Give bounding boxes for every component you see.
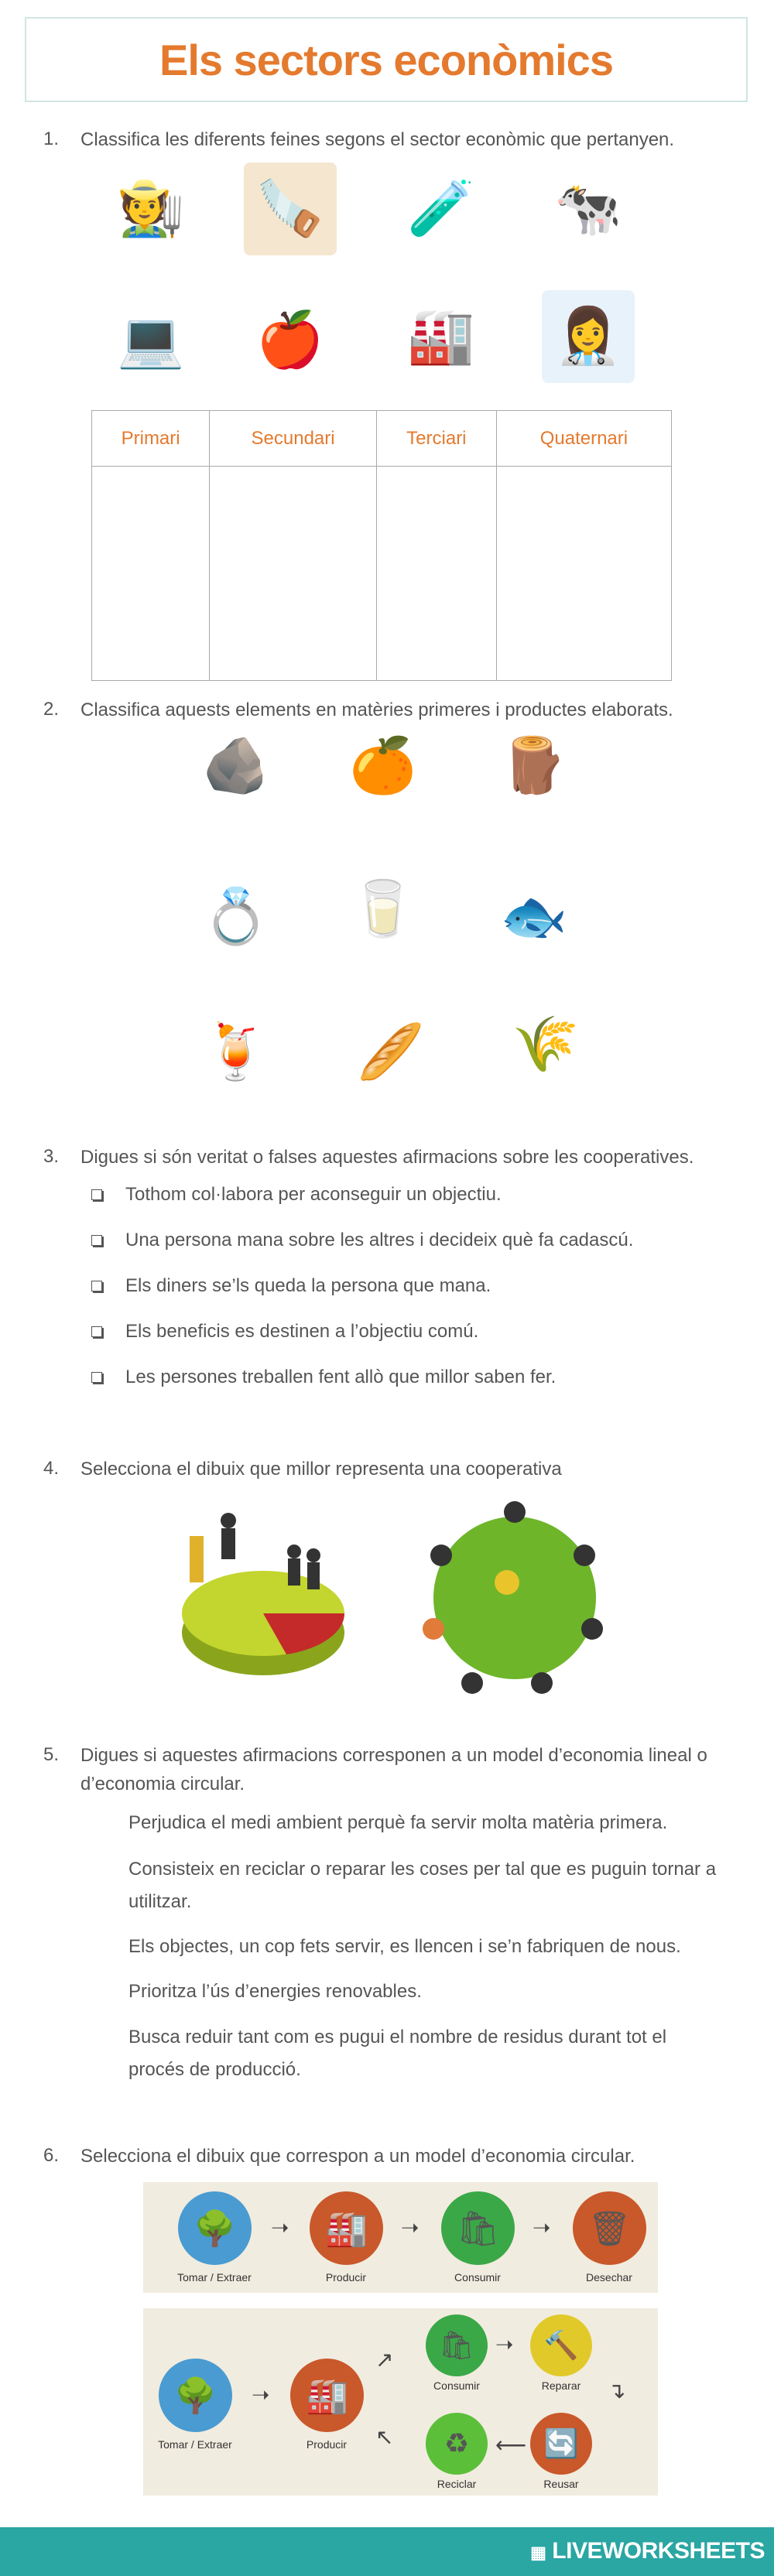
scientist-icon[interactable]: 🧪 <box>407 178 475 238</box>
q5-statement[interactable]: Els objectes, un cop fets servir, es llencen i se’n fabriquen de nous. <box>128 1936 681 1957</box>
page-title: Els sectors econòmics <box>159 35 613 84</box>
fish-icon[interactable]: 🐟 <box>500 886 568 946</box>
dairy-farmer-icon[interactable]: 🐄 <box>554 178 622 238</box>
q3-item[interactable]: Els diners se’ls queda la persona que mana. <box>91 1275 491 1297</box>
circular-label: Tomar / Extraer <box>158 2438 232 2451</box>
liveworksheets-logo[interactable]: ▦ LIVEWORKSHEETS <box>530 2538 765 2564</box>
tree-icon: 🌳 <box>178 2191 252 2265</box>
linear-label: Tomar / Extraer <box>177 2271 252 2284</box>
q5-statement[interactable]: Perjudica el medi ambient perquè fa servir molta matèria primera. <box>128 1812 668 1833</box>
q3-text: Digues si són veritat o falses aquestes afirmacions sobre les cooperatives. <box>80 1147 694 1168</box>
circular-economy-image[interactable] <box>143 2308 658 2496</box>
checkbox-icon[interactable] <box>91 1326 102 1337</box>
recycle-icon: ♻ <box>426 2413 488 2475</box>
arrow-up-left-icon: ↖ <box>375 2425 394 2449</box>
col-primari: Primari <box>92 411 210 467</box>
arrow-right-icon: ➝ <box>495 2332 514 2356</box>
q3-number: 3. <box>43 1146 60 1167</box>
q5-statement[interactable]: Prioritza l’ús d’energies renovables. <box>128 1981 422 2002</box>
linear-label: Desechar <box>586 2271 632 2284</box>
q5-number: 5. <box>43 1744 60 1765</box>
sectors-table <box>91 410 672 681</box>
q3-item[interactable]: Una persona mana sobre les altres i decideix què fa cadascú. <box>91 1230 633 1251</box>
q3-item[interactable]: Els beneficis es destinen a l’objectiu comú. <box>91 1321 478 1343</box>
arrow-right-icon: ➝ <box>271 2215 289 2239</box>
shopping-bag-icon: 🛍 <box>426 2314 488 2376</box>
title-box <box>25 17 748 102</box>
q6-text: Selecciona el dibuix que correspon a un model d’economia circular. <box>80 2146 635 2167</box>
q2-text: Classifica aquests elements en matèries primeres i productes elaborats. <box>80 700 673 720</box>
q5-statement-cont: procés de producció. <box>128 2059 301 2080</box>
linear-economy-image[interactable] <box>143 2182 658 2293</box>
drop-zone-primari[interactable] <box>92 467 210 681</box>
wheat-icon[interactable]: 🌾 <box>512 1014 580 1074</box>
arrow-right-icon: ➝ <box>252 2383 270 2407</box>
q2-number: 2. <box>43 699 60 720</box>
linear-label: Producir <box>325 2271 367 2284</box>
q1-number: 1. <box>43 128 60 149</box>
q5-text-line1: Digues si aquestes afirmacions corresponen a un model d’economia lineal o <box>80 1745 707 1766</box>
factory-icon: 🏭 <box>310 2191 383 2265</box>
circular-label: Reciclar <box>437 2478 477 2490</box>
arrow-left-icon: ⟵ <box>495 2433 527 2457</box>
circular-label: Consumir <box>433 2379 480 2392</box>
circular-label: Reusar <box>543 2478 579 2490</box>
trash-icon: 🗑 <box>573 2191 646 2265</box>
checkbox-icon[interactable] <box>91 1235 102 1246</box>
arrow-right-icon: ➝ <box>533 2215 551 2239</box>
tree-icon: 🌳 <box>159 2359 232 2432</box>
boss-pie-chart-image[interactable] <box>170 1490 372 1699</box>
col-secundari: Secundari <box>210 411 377 467</box>
carpenter-icon[interactable]: 🪚 <box>244 162 337 255</box>
doctor-icon[interactable]: 👩‍⚕️ <box>542 290 635 383</box>
gold-ore-icon[interactable]: 🪨 <box>202 735 270 795</box>
q5-text-line2: d’economia circular. <box>80 1774 245 1794</box>
yogurt-icon[interactable]: 🥛 <box>349 878 417 939</box>
q3-item[interactable]: Tothom col·labora per aconseguir un objectiu. <box>91 1184 502 1206</box>
ring-icon[interactable]: 💍 <box>202 886 270 946</box>
checkbox-icon[interactable] <box>91 1281 102 1291</box>
farmer-icon[interactable]: 🧑‍🌾 <box>117 178 185 238</box>
shopping-bag-icon: 🛍 <box>441 2191 515 2265</box>
grocer-icon[interactable]: 🍎 <box>256 310 324 370</box>
team-circle-image[interactable] <box>414 1493 615 1702</box>
juice-icon[interactable]: 🍹 <box>202 1021 270 1082</box>
q3-item[interactable]: Les persones treballen fent allò que millor saben fer. <box>91 1367 556 1388</box>
q1-text: Classifica les diferents feines segons el sector econòmic que pertanyen. <box>80 129 675 150</box>
q5-statement-cont: utilitzar. <box>128 1891 192 1912</box>
drop-zone-secundari[interactable] <box>210 467 377 681</box>
hammer-icon: 🔨 <box>530 2314 592 2376</box>
factory-worker-icon[interactable]: 🏭 <box>407 306 475 366</box>
arrow-up-right-icon: ↗ <box>375 2348 394 2372</box>
q4-text: Selecciona el dibuix que millor representa una cooperativa <box>80 1459 562 1480</box>
q5-statement[interactable]: Consisteix en reciclar o reparar les coses per tal que es puguin tornar a <box>128 1859 717 1880</box>
checkbox-icon[interactable] <box>91 1372 102 1383</box>
circular-label: Producir <box>306 2438 348 2451</box>
reuse-icon: 🔄 <box>530 2413 592 2475</box>
drop-zone-terciari[interactable] <box>376 467 496 681</box>
col-quaternari: Quaternari <box>496 411 671 467</box>
logs-icon[interactable]: 🪵 <box>500 735 568 795</box>
bread-icon[interactable]: 🥖 <box>357 1021 425 1082</box>
q5-statement[interactable]: Busca reduir tant com es pugui el nombre de residus durant tot el <box>128 2027 667 2047</box>
arrow-curve-icon: ↴ <box>608 2379 626 2403</box>
linear-label: Consumir <box>454 2271 501 2284</box>
logo-icon: ▦ <box>530 2543 546 2562</box>
arrow-right-icon: ➝ <box>401 2215 420 2239</box>
col-terciari: Terciari <box>376 411 496 467</box>
checkbox-icon[interactable] <box>91 1189 102 1200</box>
q6-number: 6. <box>43 2145 60 2166</box>
factory-icon: 🏭 <box>290 2359 364 2432</box>
remote-worker-icon[interactable]: 💻 <box>117 310 185 370</box>
q4-number: 4. <box>43 1458 60 1479</box>
orange-icon[interactable]: 🍊 <box>349 735 417 795</box>
circular-label: Reparar <box>541 2379 581 2392</box>
drop-zone-quaternari[interactable] <box>496 467 671 681</box>
